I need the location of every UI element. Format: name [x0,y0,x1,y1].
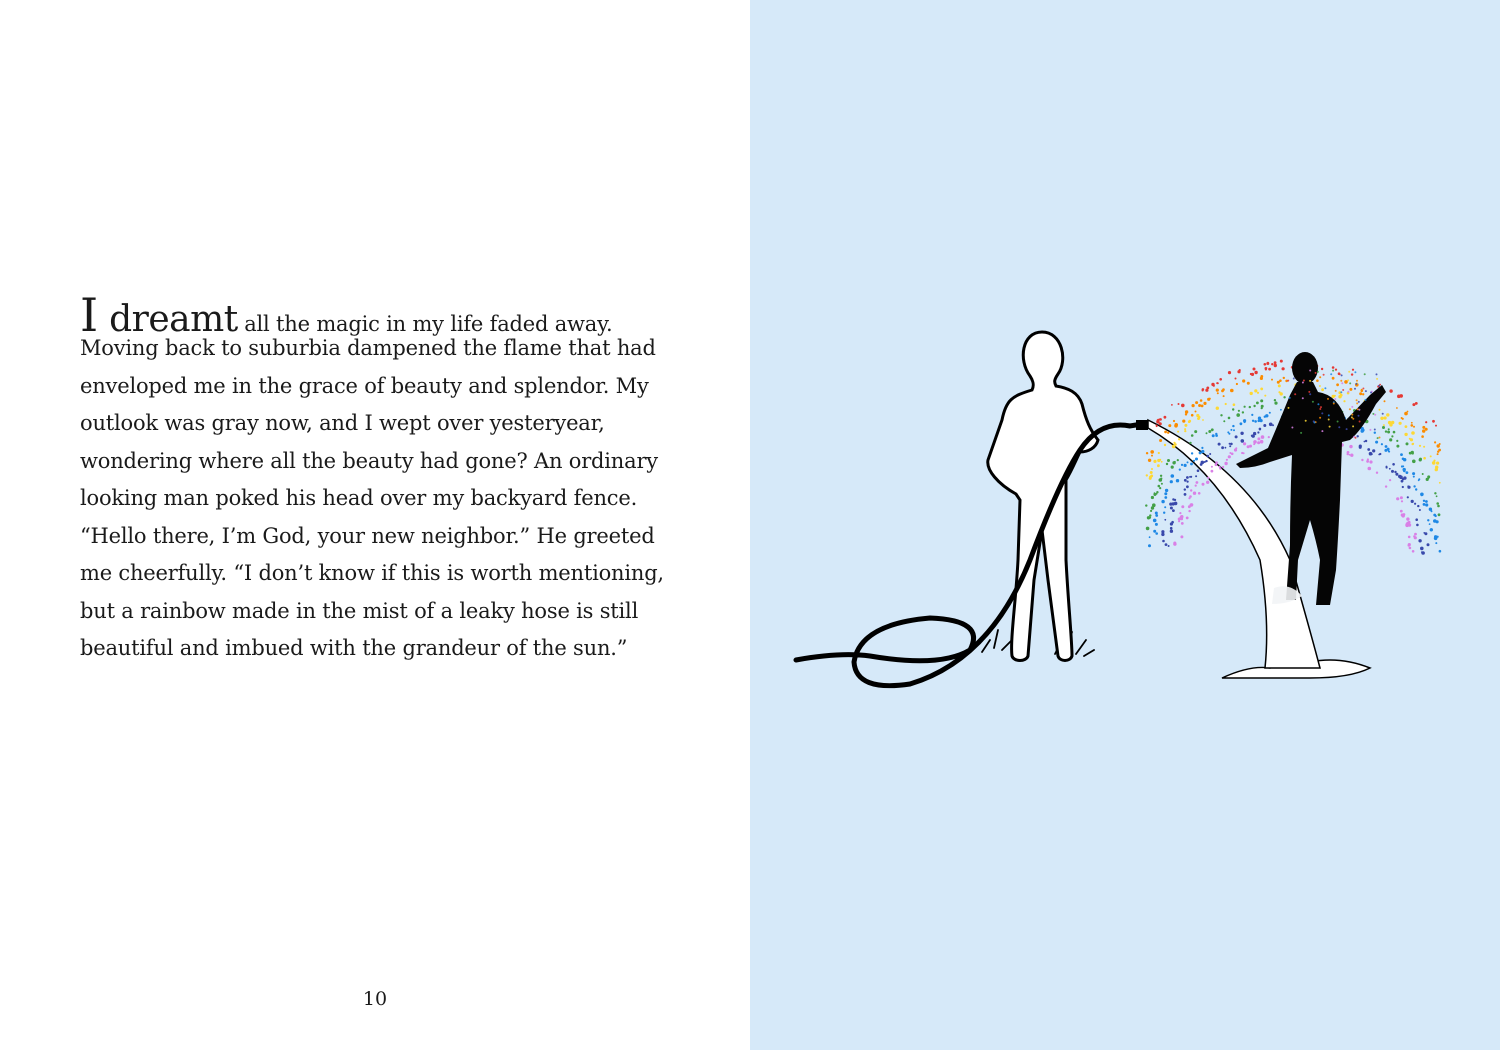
drop-cap-letter: I [80,288,99,342]
story-line: Moving back to suburbia dampened the flame that had [80,336,656,360]
story-line: “Hello there, I’m God, your new neighbor.” He greeted [80,523,655,548]
garden-hose [796,424,1142,686]
grass-tufts [982,630,1094,656]
story-line: outlook was gray now, and I wept over yesteryear, [80,411,605,435]
story-line: all the magic in my life faded away. [237,312,613,336]
story-line: me cheerfully. “I don’t know if this is worth mentioning, [80,561,664,585]
drop-cap-word: dreamt [98,299,238,340]
hose-nozzle [1136,420,1148,430]
story-line: enveloped me in the grace of beauty and splendor. My [80,373,649,398]
story-line: beautiful and imbued with the grandeur of the sun.” [80,636,628,660]
illustration-page [750,0,1500,1050]
hose-rainbow-illustration [750,0,1500,1050]
god-figure [1236,352,1386,605]
story-line: looking man poked his head over my backyard fence. [80,486,638,510]
page-number: 10 [362,988,388,1010]
story-text [80,288,700,668]
story-line: wondering where all the beauty had gone? An ordinary [80,448,658,473]
story-line: but a rainbow made in the mist of a leaky hose is still [80,598,639,623]
